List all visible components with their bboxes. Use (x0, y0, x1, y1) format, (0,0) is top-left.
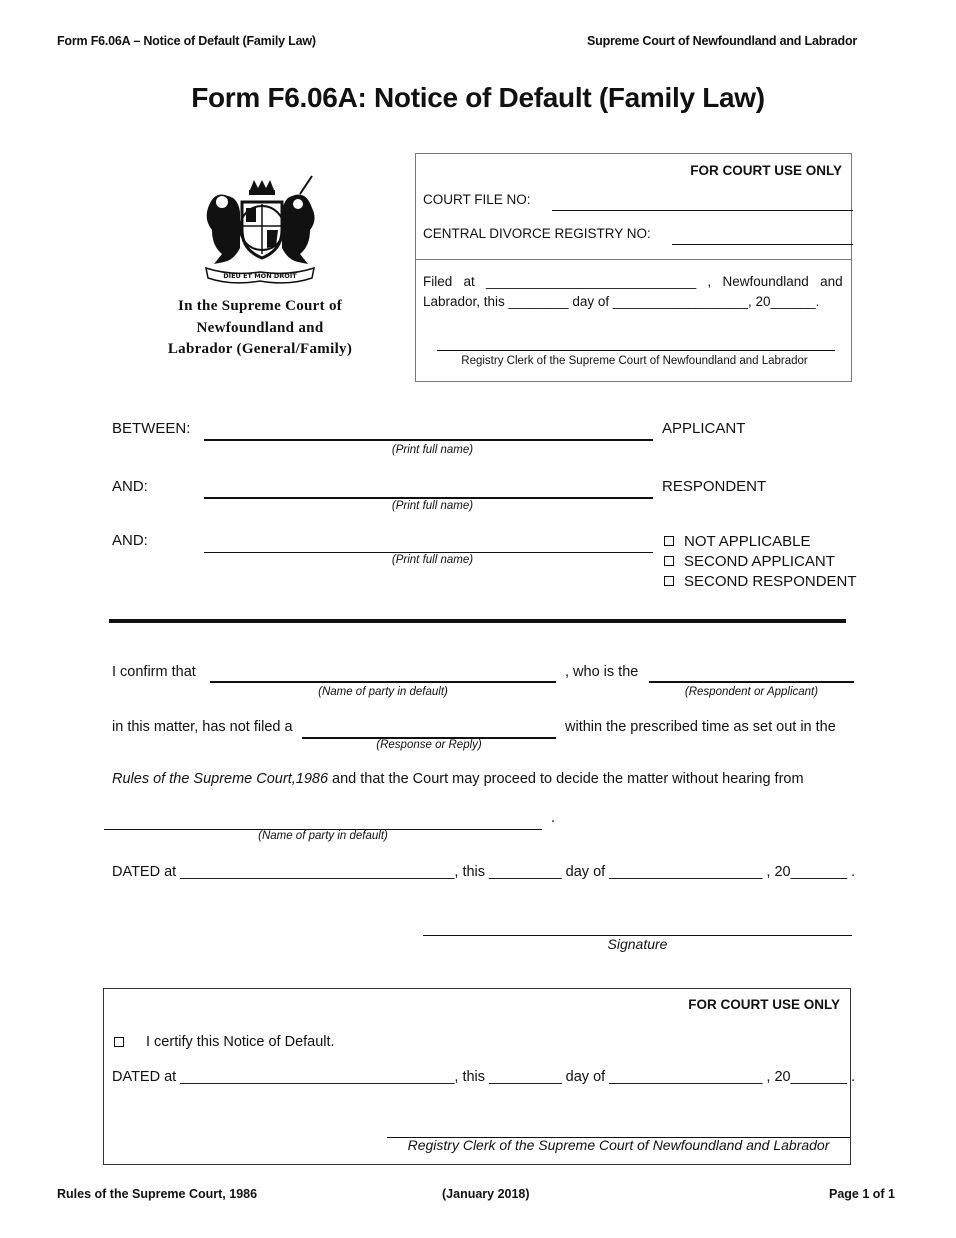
filed-at-line-2[interactable]: Labrador, this ________ day of __________________, 20______. (423, 294, 820, 309)
rules-sentence (112, 771, 804, 787)
court-file-no-label: COURT FILE NO: (423, 192, 531, 207)
applicant-name-caption: (Print full name) (391, 444, 474, 456)
footer-date: (January 2018) (442, 1187, 530, 1201)
royal-coat-of-arms-icon (200, 168, 320, 288)
filed-at-line-1[interactable]: Filed at ____________________________ , Newfoundland and (423, 274, 843, 289)
respondent-or-applicant-field[interactable] (649, 681, 854, 683)
option-second-respondent[interactable] (664, 571, 857, 591)
checkbox-icon[interactable] (664, 576, 674, 586)
central-divorce-registry-field[interactable] (672, 244, 853, 245)
registry-clerk-signature-line[interactable] (437, 350, 835, 351)
court-use-heading-bottom: FOR COURT USE ONLY (688, 997, 840, 1012)
signature-caption: Signature (607, 936, 668, 952)
and-label-1: AND: (112, 478, 148, 495)
who-is-the-text: , who is the (565, 664, 639, 680)
party-in-default-caption-2: (Name of party in default) (258, 830, 388, 842)
option-second-applicant[interactable] (664, 551, 857, 571)
has-not-filed-text: in this matter, has not filed a (112, 719, 293, 735)
party-in-default-caption: (Name of party in default) (318, 686, 448, 698)
rules-title: Rules of the Supreme Court,1986 (112, 771, 329, 787)
central-divorce-registry-label: CENTRAL DIVORCE REGISTRY NO: (423, 226, 651, 241)
footer-page-number: Page 1 of 1 (829, 1187, 895, 1201)
and-label-2: AND: (112, 532, 148, 549)
court-name (140, 296, 380, 361)
checkbox-icon[interactable] (664, 536, 674, 546)
court-use-box-bottom (103, 988, 856, 1165)
third-party-name-caption: (Print full name) (391, 554, 474, 566)
certify-label: I certify this Notice of Default. (146, 1034, 335, 1050)
rules-rest: and that the Court may proceed to decide the matter without hearing from (328, 771, 804, 787)
header-form-name: Form F6.06A – Notice of Default (Family Law) (57, 34, 316, 48)
option-label: NOT APPLICABLE (684, 532, 811, 550)
certify-checkbox-icon[interactable] (114, 1037, 124, 1047)
response-or-reply-caption: (Response or Reply) (376, 739, 482, 751)
page-title: Form F6.06A: Notice of Default (Family Law) (191, 82, 765, 113)
applicant-label: APPLICANT (662, 420, 746, 437)
respondent-name-caption: (Print full name) (391, 500, 474, 512)
registry-clerk-caption: Registry Clerk of the Supreme Court of Newfoundland and Labrador (461, 355, 808, 367)
court-name-line-3: Labrador (General/Family) (167, 341, 353, 357)
court-name-line-2: Newfoundland and (196, 319, 324, 336)
court-file-no-field[interactable] (552, 210, 853, 211)
confirm-prefix: I confirm that (112, 664, 196, 680)
option-label: SECOND RESPONDENT (684, 572, 857, 590)
court-use-box (415, 153, 852, 382)
svg-text:DIEU ET MON DROIT: DIEU ET MON DROIT (223, 272, 297, 280)
header-court-name: Supreme Court of Newfoundland and Labrador (587, 34, 858, 48)
checkbox-icon[interactable] (664, 556, 674, 566)
party-role-options (664, 531, 857, 591)
court-name-line-1: In the Supreme Court of (177, 298, 343, 314)
period-mark: . (551, 810, 556, 826)
registry-clerk-caption-bottom: Registry Clerk of the Supreme Court of Newfoundland and Labrador (407, 1137, 830, 1153)
section-divider (109, 619, 846, 623)
third-party-name-field[interactable] (204, 552, 653, 553)
option-not-applicable[interactable] (664, 531, 857, 551)
party-in-default-field[interactable] (210, 681, 556, 683)
court-box-divider (416, 259, 851, 260)
dated-at-line[interactable]: DATED at __________________________________, this _________ day of ___________________ , 20_______ . (112, 864, 856, 880)
respondent-or-applicant-caption: (Respondent or Applicant) (684, 686, 819, 698)
applicant-name-field[interactable] (204, 439, 653, 441)
certify-row[interactable] (114, 1034, 335, 1050)
respondent-label: RESPONDENT (662, 478, 767, 495)
court-use-heading: FOR COURT USE ONLY (690, 163, 842, 178)
respondent-name-field[interactable] (204, 497, 653, 499)
footer-rules: Rules of the Supreme Court, 1986 (57, 1187, 258, 1201)
prescribed-time-text: within the prescribed time as set out in the (565, 719, 836, 735)
dated-at-line-bottom[interactable]: DATED at __________________________________, this _________ day of ___________________ , 20_______ . (112, 1069, 856, 1085)
between-label: BETWEEN: (112, 420, 191, 437)
option-label: SECOND APPLICANT (684, 552, 835, 570)
